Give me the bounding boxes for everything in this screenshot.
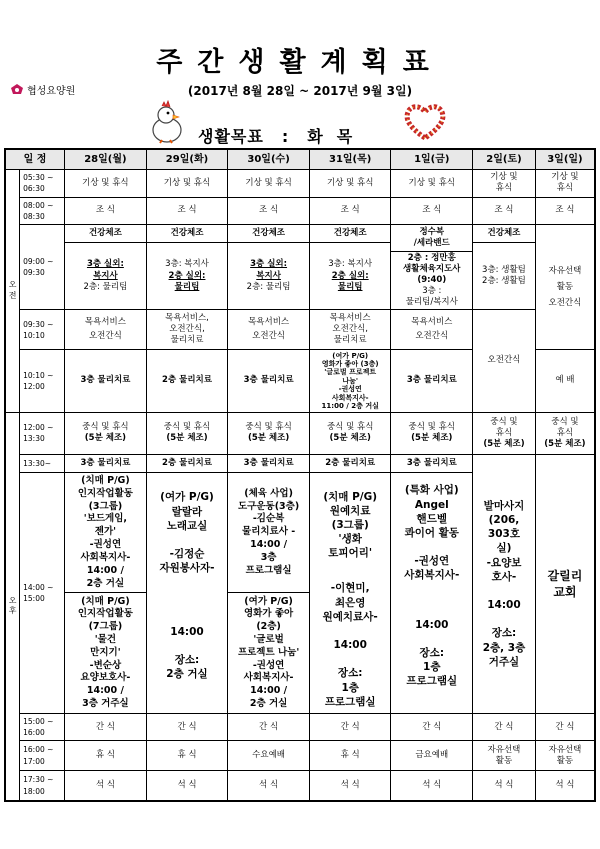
- cell-line: 3층 : 물리팀/복지사: [405, 286, 458, 308]
- cell: 목욕서비스 오전간식: [65, 310, 147, 350]
- cell: 3층 물리치료: [228, 350, 310, 412]
- cell: 3층 물리치료: [391, 454, 473, 472]
- cell-line: 복지사: [93, 270, 118, 281]
- cell: 자유선택 활동 오전간식: [535, 224, 595, 350]
- cell: 간 식: [391, 714, 473, 741]
- cell-top: (치매 P/G) 인지작업활동 (3그룹) '보드게임, 젠가' -권성연 사회복지사- 14:00 / 2층 거실: [65, 473, 146, 594]
- cell-line: 2층 : 정만홍 생활체육지도사 (9:40): [403, 252, 461, 286]
- life-goal: [198, 124, 366, 147]
- cell: 예 배: [535, 350, 595, 412]
- chicken-icon: [144, 100, 190, 146]
- cell-line: 3층: 생활팀 2층: 생활팀: [482, 264, 526, 287]
- cell: 자유선택 활동: [535, 741, 595, 771]
- section-pm: 오 후: [5, 412, 20, 801]
- time-slot: 15:00 ~ 16:00: [20, 714, 65, 741]
- cell: 간 식: [309, 714, 391, 741]
- cell-top: 건강체조: [147, 225, 228, 243]
- cell: 기상 및 휴식: [65, 169, 147, 197]
- cell: 기상 및 휴식: [228, 169, 310, 197]
- cell-line: 2층 실외:: [168, 270, 206, 281]
- cell: 오전간식: [473, 310, 536, 412]
- cell: [65, 224, 147, 309]
- cell: 기상 및 휴식: [309, 169, 391, 197]
- time-slot: 14:00 ~ 15:00: [20, 472, 65, 713]
- cell-top: (여가 P/G) 랄랄라 노래교실 -김정순 자원봉사자-: [159, 491, 215, 575]
- cell-bottom: (여가 P/G) 영화가 좋아 (2층) '글로벌 프로젝트 나눔' -권성연 사회복지사- 14:00 / 2층 거실: [237, 595, 300, 710]
- cell: 3층 물리치료: [65, 350, 147, 412]
- time-slot: 09:30 ~ 10:10: [20, 310, 65, 350]
- cell: (여가 P/G) 영화가 좋아 (3층) '글로벌 프로젝트 나눔' -권성연 사회복지사- 11:00 / 2층 거실: [309, 350, 391, 412]
- page-title: 주간생활계획표: [156, 47, 444, 78]
- cell-line: 복지사: [256, 270, 281, 281]
- cell: 발마사지 (206, 303호 실) -요양보 호사- 14:00 장소: 2층, 3층 거주실: [473, 454, 536, 713]
- cell: 목욕서비스 오전간식: [228, 310, 310, 350]
- header-wed: 30일(수): [228, 149, 310, 169]
- cell-bottom: -이현미, 최은영 원예치료사- 14:00 장소: 1층 프로그램실: [322, 582, 378, 708]
- cell-line: 2층 실외:: [331, 270, 369, 281]
- cell: 석 식: [65, 771, 147, 801]
- cell: 조 식: [65, 197, 147, 224]
- header-schedule: 일 정: [5, 149, 65, 169]
- cell: 간 식: [535, 714, 595, 741]
- header-mon: 28일(월): [65, 149, 147, 169]
- life-goal-label: 생활목표: [198, 127, 264, 146]
- cell: 조 식: [535, 197, 595, 224]
- cell: 목욕서비스 오전간식, 물리치료: [309, 310, 391, 350]
- cell: 금요예배: [391, 741, 473, 771]
- cell-top: 건강체조: [65, 225, 146, 243]
- cell-line: 3층 실외:: [250, 259, 288, 270]
- cell: 목욕서비스, 오전간식, 물리치료: [146, 310, 228, 350]
- cell: 중식 및 휴식 (5분 체조): [535, 412, 595, 454]
- time-slot: 05:30 ~ 06:30: [20, 169, 65, 197]
- cell: [473, 224, 536, 309]
- time-slot: 17:30 ~ 18:00: [20, 771, 65, 801]
- cell: 간 식: [473, 714, 536, 741]
- cell: 조 식: [473, 197, 536, 224]
- cell-bottom: 14:00 장소: 2층 거실: [166, 625, 208, 681]
- heart-wreath-icon: [403, 101, 447, 141]
- cell-line: 3층: 복지사: [165, 259, 209, 270]
- cell: 2층 물리치료: [146, 454, 228, 472]
- cell: 중식 및 휴식 (5분 체조): [391, 412, 473, 454]
- cell: 간 식: [228, 714, 310, 741]
- cell: 간 식: [146, 714, 228, 741]
- cell: [309, 224, 391, 309]
- cell-top: 정수복 /세라밴드: [391, 225, 472, 252]
- cell: 석 식: [228, 771, 310, 801]
- life-goal-value: 화목: [307, 127, 367, 146]
- cell: 자유선택 활동: [473, 741, 536, 771]
- cell-line: 3층: 복지사: [328, 259, 373, 270]
- time-slot: 08:00 ~ 08:30: [20, 197, 65, 224]
- cell: 석 식: [473, 771, 536, 801]
- cell-line: 물리팀: [174, 281, 200, 292]
- time-slot: 16:00 ~ 17:00: [20, 741, 65, 771]
- weekly-schedule-table: [4, 148, 596, 802]
- cell: [391, 224, 473, 309]
- cell: 2층 물리치료: [309, 454, 391, 472]
- cell: 중식 및 휴식 (5분 체조): [309, 412, 391, 454]
- cell-bottom: (치매 P/G) 인지작업활동 (7그룹) '물건 만지기' -변순상 요양보호사- 14:00 / 3층 거주실: [77, 595, 133, 710]
- cell-top: 건강체조: [473, 225, 535, 243]
- header-sun: 3일(일): [535, 149, 595, 169]
- schedule-period: (2017년 8월 28일 ~ 2017년 9월 3일): [187, 84, 413, 98]
- cell: 기상 및 휴식: [391, 169, 473, 197]
- cell: 조 식: [228, 197, 310, 224]
- cell: 중식 및 휴식 (5분 체조): [228, 412, 310, 454]
- cell: 휴 식: [309, 741, 391, 771]
- cell-top: (체육 사업) 도구운동(3층) -김순복 물리치료사 - 14:00 / 3층 프로그램실: [228, 473, 309, 594]
- cell: 조 식: [146, 197, 228, 224]
- cell-line: 2층: 물리팀: [83, 281, 128, 292]
- cell: [146, 224, 228, 309]
- cell: 2층 물리치료: [146, 350, 228, 412]
- section-am: 오 전: [5, 169, 20, 412]
- cell: 기상 및 휴식: [473, 169, 536, 197]
- cell: 목욕서비스 오전간식: [391, 310, 473, 350]
- life-goal-separator: :: [281, 127, 290, 146]
- cell: 3층 물리치료: [65, 454, 147, 472]
- cell: 기상 및 휴식: [146, 169, 228, 197]
- cell-top: 건강체조: [228, 225, 309, 243]
- cell: 석 식: [146, 771, 228, 801]
- cell-line: 2층: 물리팀: [246, 281, 291, 292]
- cell: 중식 및 휴식 (5분 체조): [65, 412, 147, 454]
- cell: 석 식: [309, 771, 391, 801]
- cell: 수요예배: [228, 741, 310, 771]
- cell: [228, 224, 310, 309]
- cell: 석 식: [535, 771, 595, 801]
- cell-line: 물리팀: [337, 281, 363, 292]
- header-thu: 31일(목): [309, 149, 391, 169]
- cell: 휴 식: [65, 741, 147, 771]
- time-slot: 13:30~: [20, 454, 65, 472]
- cell: [146, 472, 228, 713]
- cell-bottom: 14:00 장소: 1층 프로그램실: [406, 618, 458, 688]
- cell: 갈릴리 교회: [535, 454, 595, 713]
- cell: 조 식: [309, 197, 391, 224]
- organization-name: 협성요양원: [27, 86, 76, 97]
- cell: [391, 472, 473, 713]
- cell-top: (치매 P/G) 원예치료 (3그룹) '생화 토피어리': [323, 490, 378, 560]
- cell-top: 건강체조: [310, 225, 391, 243]
- cell: [65, 472, 147, 713]
- cell: 3층 물리치료: [228, 454, 310, 472]
- cell: 중식 및 휴식 (5분 체조): [146, 412, 228, 454]
- cell: 3층 물리치료: [391, 350, 473, 412]
- cell-top: (특화 사업) Angel 핸드벨 콰이어 활동 -권성연 사회복지사-: [404, 484, 460, 582]
- cell: 기상 및 휴식: [535, 169, 595, 197]
- cell: 석 식: [391, 771, 473, 801]
- header-fri: 1일(금): [391, 149, 473, 169]
- cell: 간 식: [65, 714, 147, 741]
- header-tue: 29일(화): [146, 149, 228, 169]
- cell: 휴 식: [146, 741, 228, 771]
- cell: 조 식: [391, 197, 473, 224]
- time-slot: 09:00 ~ 09:30: [20, 224, 65, 309]
- header-sat: 2일(토): [473, 149, 536, 169]
- cell: 중식 및 휴식 (5분 체조): [473, 412, 536, 454]
- cell: [228, 472, 310, 713]
- time-slot: 10:10 ~ 12:00: [20, 350, 65, 412]
- cell-line: 3층 실외:: [86, 259, 124, 270]
- time-slot: 12:00 ~ 13:30: [20, 412, 65, 454]
- cell: [309, 472, 391, 713]
